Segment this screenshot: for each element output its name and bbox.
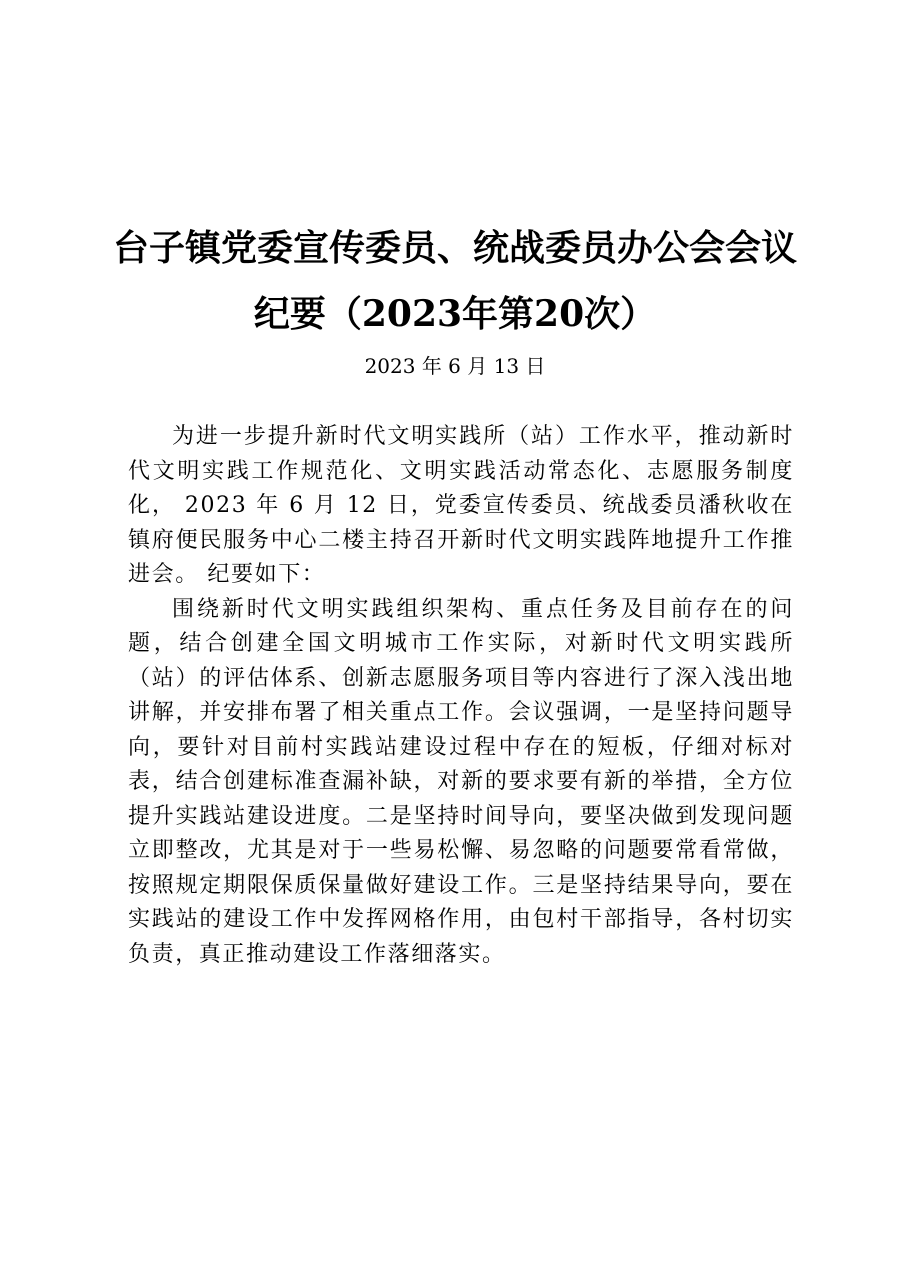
- document-title: 台子镇党委宣传委员、统战委员办公会会议纪要（2023年第20次）: [112, 227, 797, 335]
- document-body: [128, 420, 794, 972]
- document-date: 2023 年 6 月 13 日: [364, 354, 546, 378]
- paragraph: 围绕新时代文明实践组织架构、重点任务及目前存在的问题，结合创建全国文明城市工作实际，对新时代文明实践所（站）的评估体系、创新志愿服务项目等内容进行了深入浅出地讲解，并安排布署了相关重点工作。会议强调，一是坚持问题导向，要针对目前村实践站建设过程中存在的短板，仔细对标对表，结合创建标准查漏补缺，对新的要求要有新的举措，全方位提升实践站建设进度。二是坚持时间导向，要坚决做到发现问题立即整改，尤其是对于一些易松懈、易忽略的问题要常看常做，按照规定期限保质保量做好建设工作。三是坚持结果导向，要在实践站的建设工作中发挥网格作用，由包村干部指导，各村切实负责，真正推动建设工作落细落实。: [128, 596, 794, 967]
- paragraph: 为进一步提升新时代文明实践所（站）工作水平，推动新时代文明实践工作规范化、文明实践活动常态化、志愿服务制度化， 2023 年 6 月 12 日，党委宣传委员、统战委员潘秋收在镇府便民服务中心二楼主持召开新时代文明实践阵地提升工作推进会。 纪要如下：: [128, 424, 794, 587]
